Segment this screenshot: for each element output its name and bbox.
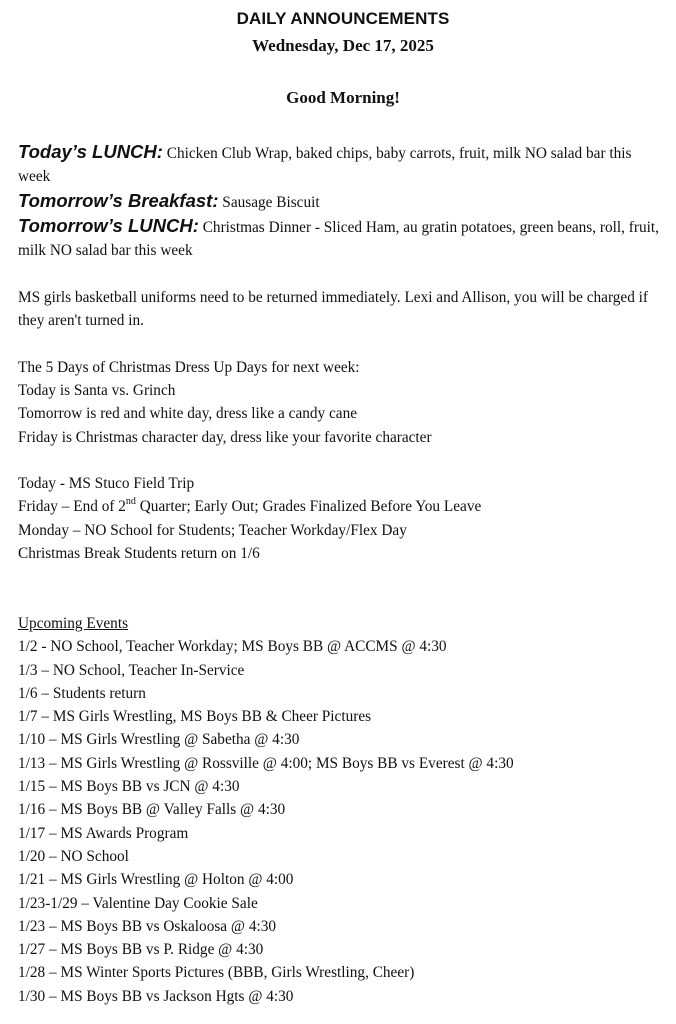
tomorrow-lunch-text: Christmas Dinner - Sliced Ham, au gratin potatoes, green beans, roll, fruit, milk NO salad bar this week [18, 218, 659, 260]
today-lunch-text: Chicken Club Wrap, baked chips, baby carrots, fruit, milk NO salad bar this week [18, 145, 632, 186]
upcoming-events-list [18, 635, 666, 1008]
event-item: 1/2 - NO School, Teacher Workday; MS Boys BB @ ACCMS @ 4:30 [18, 638, 447, 656]
schedule-text: Quarter; Early Out; Grades Finalized Before You Leave [135, 498, 482, 516]
today-lunch [18, 140, 666, 189]
tomorrow-lunch-label: Tomorrow’s LUNCH: [18, 214, 199, 236]
tomorrow-breakfast-label: Tomorrow’s Breakfast: [18, 189, 219, 211]
announcement-body [18, 140, 666, 1008]
tomorrow-breakfast [18, 189, 666, 214]
page-title: DAILY ANNOUNCEMENTS [236, 9, 450, 28]
event-item: 1/17 – MS Awards Program [18, 824, 189, 842]
event-item: 1/23 – MS Boys BB vs Oskaloosa @ 4:30 [18, 917, 277, 935]
dress-up-heading: The 5 Days of Christmas Dress Up Days for next week: [18, 358, 360, 376]
event-item: 1/15 – MS Boys BB vs JCN @ 4:30 [18, 778, 240, 796]
dress-up-item: Friday is Christmas character day, dress like your favorite character [18, 428, 432, 446]
event-item: 1/23-1/29 – Valentine Day Cookie Sale [18, 894, 258, 912]
dress-up-item: Today is Santa vs. Grinch [18, 381, 176, 399]
announcement-date: Wednesday, Dec 17, 2025 [252, 36, 434, 55]
event-item: 1/13 – MS Girls Wrestling @ Rossville @ 4:00; MS Boys BB vs Everest @ 4:30 [18, 754, 514, 772]
event-item: 1/6 – Students return [18, 684, 146, 702]
event-item: 1/28 – MS Winter Sports Pictures (BBB, Girls Wrestling, Cheer) [18, 964, 415, 982]
greeting: Good Morning! [286, 88, 400, 107]
schedule-text: Friday – End of 2 [18, 498, 126, 516]
ordinal-suffix: nd [125, 496, 136, 508]
event-item: 1/10 – MS Girls Wrestling @ Sabetha @ 4:30 [18, 731, 300, 749]
today-lunch-label: Today’s LUNCH: [18, 141, 163, 162]
event-item: 1/21 – MS Girls Wrestling @ Holton @ 4:00 [18, 871, 294, 889]
event-item: 1/7 – MS Girls Wrestling, MS Boys BB & Cheer Pictures [18, 708, 372, 726]
spacer [18, 449, 666, 472]
tomorrow-breakfast-text: Sausage Biscuit [218, 193, 320, 211]
event-item: 1/3 – NO School, Teacher In-Service [18, 661, 245, 679]
event-item: 1/30 – MS Boys BB vs Jackson Hgts @ 4:30 [18, 987, 294, 1005]
tomorrow-lunch [18, 214, 666, 263]
event-item: 1/27 – MS Boys BB vs P. Ridge @ 4:30 [18, 941, 264, 959]
event-item: 1/16 – MS Boys BB @ Valley Falls @ 4:30 [18, 801, 286, 819]
schedule-line: Today - MS Stuco Field Trip [18, 475, 195, 493]
dress-up-item: Tomorrow is red and white day, dress like a candy cane [18, 405, 358, 423]
spacer [18, 332, 666, 355]
schedule-line [18, 495, 666, 518]
basketball-uniform-note: MS girls basketball uniforms need to be returned immediately. Lexi and Allison, you will be charged if they aren't turned in. [18, 288, 649, 330]
schedule-line: Christmas Break Students return on 1/6 [18, 545, 260, 563]
spacer [18, 262, 666, 285]
event-item: 1/20 – NO School [18, 847, 129, 865]
spacer [18, 565, 666, 612]
schedule-line: Monday – NO School for Students; Teacher Workday/Flex Day [18, 521, 407, 539]
upcoming-events-heading: Upcoming Events [18, 614, 129, 632]
